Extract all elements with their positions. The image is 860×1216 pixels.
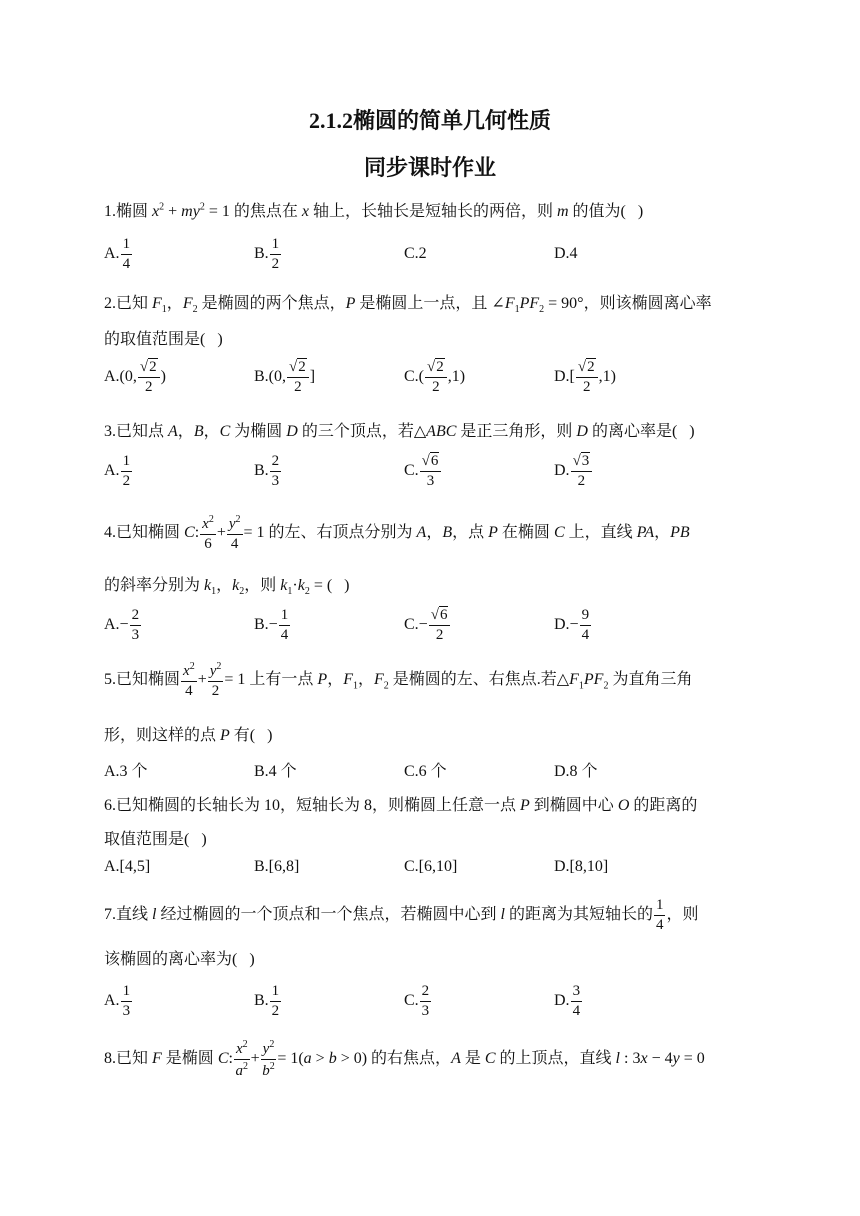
- question-2-option-a: A.(0, $\frac{√2}{2}$ ): [104, 359, 166, 395]
- question-6-option-c: C.[6,10]: [404, 858, 458, 875]
- page-subtitle: 同步课时作业: [363, 155, 496, 180]
- question-1-option-c: C.2: [404, 245, 427, 262]
- question-2-option-d: D.[ $\frac{√2}{2}$ ,1): [554, 359, 616, 395]
- question-6-option-a: A.[4,5]: [104, 858, 151, 875]
- question-4-option-c: C.− $\frac{√6}{2}$: [404, 608, 451, 643]
- question-2-option-c: C.( $\frac{√2}{2}$ ,1): [404, 359, 466, 395]
- question-8-stem-line1: 8.已知 F 是椭圆 C: $\frac{x^2}{a^2}$ + $\frac{y^2}{b^2}$ = 1(a > b > 0) 的右焦点，A 是 C 的上顶点，直线 l : 3x − 4y = 0: [104, 1039, 705, 1079]
- question-4-option-b: B.− $\frac{1}{4}$: [254, 607, 289, 643]
- question-6-option-d: D.[8,10]: [554, 858, 609, 875]
- question-3-stem: 3.已知点 A，B，C 为椭圆 D 的三个顶点，若△ABC 是正三角形，则 D 的离心率是( ): [104, 423, 695, 440]
- question-2-option-b: B.(0, $\frac{√2}{2}$ ]: [254, 359, 316, 395]
- question-6-stem-line1: 6.已知椭圆的长轴长为 10，短轴长为 8，则椭圆上任意一点 P 到椭圆中心 O 的距离的: [104, 797, 698, 814]
- question-4-option-d: D.− $\frac{9}{4}$: [554, 607, 590, 643]
- question-7-stem-line1: 7.直线 l 经过椭圆的一个顶点和一个焦点，若椭圆中心到 l 的距离为其短轴长的 $\frac{1}{4}$ ，则: [104, 897, 699, 933]
- question-6-stem-line2: 取值范围是( ): [104, 831, 207, 848]
- question-3-option-d: D. $\frac{√3}{2}$: [554, 454, 593, 489]
- question-5-option-b: B.4 个: [254, 763, 297, 780]
- question-1-stem: 1.椭圆 $x^2 + my^2 = 1$ 的焦点在 x 轴上，长轴长是短轴长的两倍，则 m 的值为( ): [104, 201, 644, 220]
- question-3-option-a: A. $\frac{1}{2}$: [104, 453, 131, 489]
- question-1-option-d: D.4: [554, 245, 578, 262]
- page-title: 2.1.2椭圆的简单几何性质: [308, 108, 551, 133]
- question-5-stem-line1: 5.已知椭圆 $\frac{x^2}{4}$ + $\frac{y^2}{2}$ = 1 上有一点 P，$F_1$，$F_2$ 是椭圆的左、右焦点.若$\triangle F_1PF_2$ 为直角三角: [104, 661, 693, 699]
- question-2-stem-line1: 2.已知 $F_1$，$F_2$ 是椭圆的两个焦点，P 是椭圆上一点，且 $\angle F_1PF_2 = 90^\circ$，则该椭圆离心率: [104, 295, 712, 316]
- question-5-option-c: C.6 个: [404, 763, 447, 780]
- question-5-option-a: A.3 个: [104, 763, 148, 780]
- question-7-stem-line2: 该椭圆的离心率为( ): [104, 951, 255, 968]
- question-4-stem-line2: 的斜率分别为 $k_1$，$k_2$，则 $k_1\cdot k_2$ = ( ): [104, 577, 350, 598]
- question-7-option-d: D. $\frac{3}{4}$: [554, 983, 581, 1019]
- question-3-option-b: B. $\frac{2}{3}$: [254, 453, 280, 489]
- question-4-stem-line1: 4.已知椭圆 C: $\frac{x^2}{6}$ + $\frac{y^2}{4}$ = 1 的左、右顶点分别为 A，B，点 P 在椭圆 C 上，直线 PA，PB: [104, 514, 690, 552]
- question-2-stem-line2: 的取值范围是( ): [104, 331, 223, 348]
- question-7-option-c: C. $\frac{2}{3}$: [404, 983, 430, 1019]
- question-6-option-b: B.[6,8]: [254, 858, 300, 875]
- question-1-option-a: A. $\frac{1}{4}$: [104, 236, 131, 272]
- question-5-option-d: D.8 个: [554, 763, 598, 780]
- question-3-option-c: C. $\frac{√6}{3}$: [404, 454, 442, 489]
- question-4-option-a: A.− $\frac{2}{3}$: [104, 607, 140, 643]
- question-5-stem-line2: 形，则这样的点 P 有( ): [104, 727, 273, 744]
- question-7-option-b: B. $\frac{1}{2}$: [254, 983, 280, 1019]
- question-7-option-a: A. $\frac{1}{3}$: [104, 983, 131, 1019]
- question-1-option-b: B. $\frac{1}{2}$: [254, 236, 280, 272]
